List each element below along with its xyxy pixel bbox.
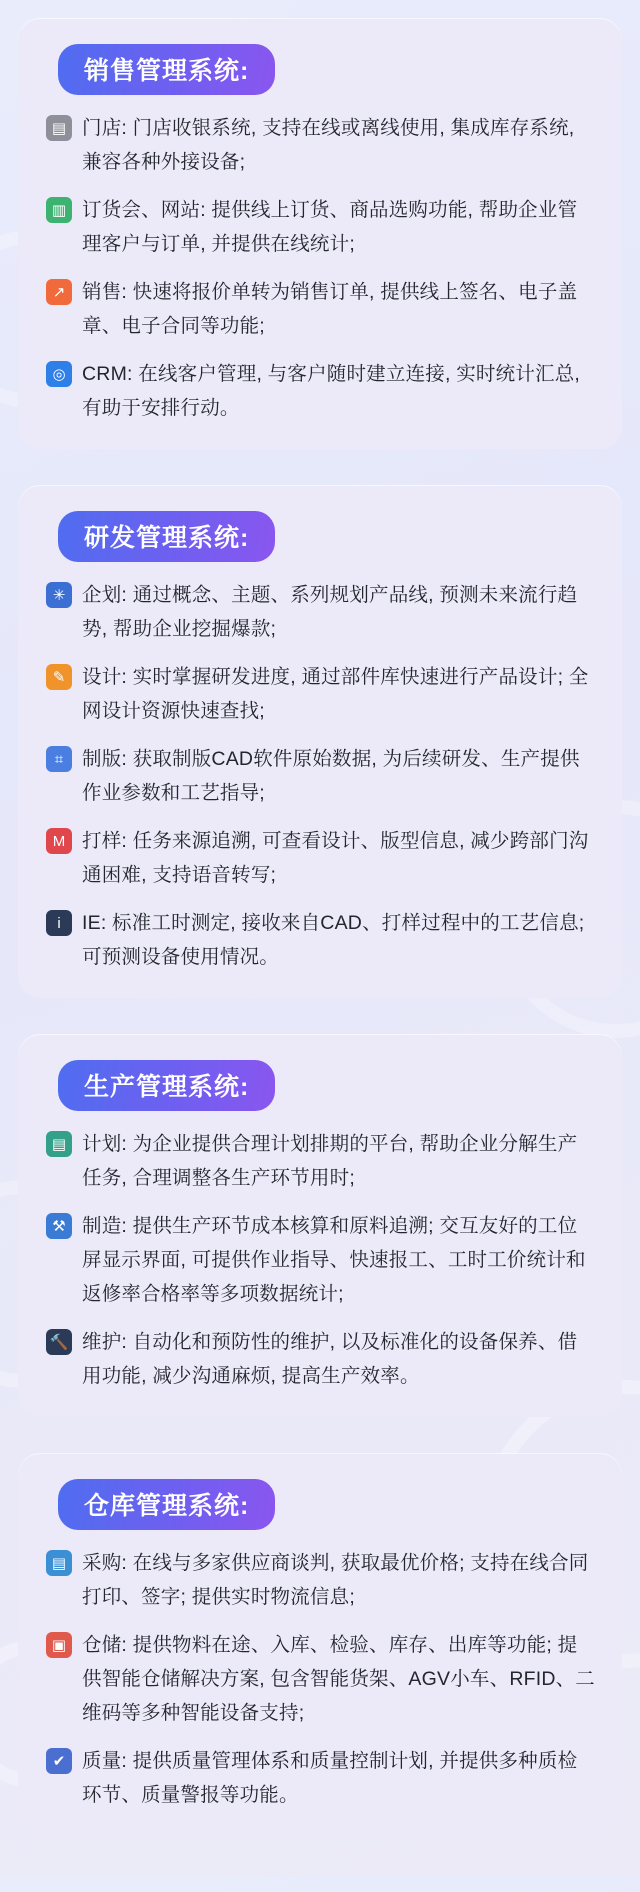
store-icon: ▤ — [46, 115, 72, 141]
list-item — [40, 660, 600, 728]
maintenance-icon: 🔨 — [46, 1329, 72, 1355]
list-item-text: 订货会、网站: 提供线上订货、商品选购功能, 帮助企业管理客户与订单, 并提供在线统计; — [82, 199, 578, 255]
crm-icon: ◎ — [46, 361, 72, 387]
section-title-rnd: 研发管理系统: — [58, 511, 275, 562]
section-title-sales: 销售管理系统: — [58, 44, 275, 95]
list-item-text: 维护: 自动化和预防性的维护, 以及标准化的设备保养、借用功能, 减少沟通麻烦, 提高生产效率。 — [82, 1331, 578, 1387]
list-item-text: 计划: 为企业提供合理计划排期的平台, 帮助企业分解生产任务, 合理调整各生产环节用时; — [82, 1133, 578, 1189]
list-item-text: 质量: 提供质量管理体系和质量控制计划, 并提供多种质检环节、质量警报等功能。 — [82, 1750, 578, 1806]
list-item-text: 制造: 提供生产环节成本核算和原料追溯; 交互友好的工位屏显示界面, 可提供作业指导、快速报工、工时工价统计和返修率合格率等多项数据统计; — [82, 1215, 586, 1305]
warehouse-box-icon: ▣ — [46, 1632, 72, 1658]
purchase-icon: ▤ — [46, 1550, 72, 1576]
list-item — [40, 275, 600, 343]
list-item-text: 设计: 实时掌握研发进度, 通过部件库快速进行产品设计; 全网设计资源快速查找; — [82, 666, 589, 722]
list-item — [40, 111, 600, 179]
section-title-production: 生产管理系统: — [58, 1060, 275, 1111]
list-item — [40, 1546, 600, 1614]
bank-icon: ▥ — [46, 197, 72, 223]
list-item — [40, 1628, 600, 1730]
list-item-text: 采购: 在线与多家供应商谈判, 获取最优价格; 支持在线合同打印、签字; 提供实时物流信息; — [82, 1552, 589, 1608]
plan-icon: ✳ — [46, 582, 72, 608]
list-item-text: CRM: 在线客户管理, 与客户随时建立连接, 实时统计汇总, 有助于安排行动。 — [82, 363, 581, 419]
schedule-icon: ▤ — [46, 1131, 72, 1157]
section-card-warehouse — [18, 1453, 622, 1836]
design-pencil-icon: ✎ — [46, 664, 72, 690]
sales-chart-icon: ↗ — [46, 279, 72, 305]
list-item — [40, 193, 600, 261]
list-item — [40, 1325, 600, 1393]
section-card-production — [18, 1034, 622, 1417]
list-item — [40, 906, 600, 974]
section-card-sales — [18, 18, 622, 449]
section-title-warehouse: 仓库管理系统: — [58, 1479, 275, 1530]
list-item-text: 企划: 通过概念、主题、系列规划产品线, 预测未来流行趋势, 帮助企业挖掘爆款; — [82, 584, 578, 640]
section-card-rnd — [18, 485, 622, 998]
list-item-text: IE: 标准工时测定, 接收来自CAD、打样过程中的工艺信息; 可预测设备使用情况。 — [82, 912, 585, 968]
wrench-icon: ⚒ — [46, 1213, 72, 1239]
quality-icon: ✔ — [46, 1748, 72, 1774]
list-item — [40, 1209, 600, 1311]
list-item-text: 销售: 快速将报价单转为销售订单, 提供线上签名、电子盖章、电子合同等功能; — [82, 281, 578, 337]
cad-icon: ⌗ — [46, 746, 72, 772]
list-item-text: 打样: 任务来源追溯, 可查看设计、版型信息, 减少跨部门沟通困难, 支持语音转写; — [82, 830, 589, 886]
list-item — [40, 824, 600, 892]
sample-icon: М — [46, 828, 72, 854]
info-icon: i — [46, 910, 72, 936]
list-item-text: 制版: 获取制版CAD软件原始数据, 为后续研发、生产提供作业参数和工艺指导; — [82, 748, 580, 804]
list-item-text: 仓储: 提供物料在途、入库、检验、库存、出库等功能; 提供智能仓储解决方案, 包含智能货架、AGV小车、RFID、二维码等多种智能设备支持; — [82, 1634, 596, 1724]
list-item — [40, 1744, 600, 1812]
list-item-text: 门店: 门店收银系统, 支持在线或离线使用, 集成库存系统, 兼容各种外接设备; — [82, 117, 575, 173]
list-item — [40, 578, 600, 646]
list-item — [40, 742, 600, 810]
list-item — [40, 1127, 600, 1195]
list-item — [40, 357, 600, 425]
